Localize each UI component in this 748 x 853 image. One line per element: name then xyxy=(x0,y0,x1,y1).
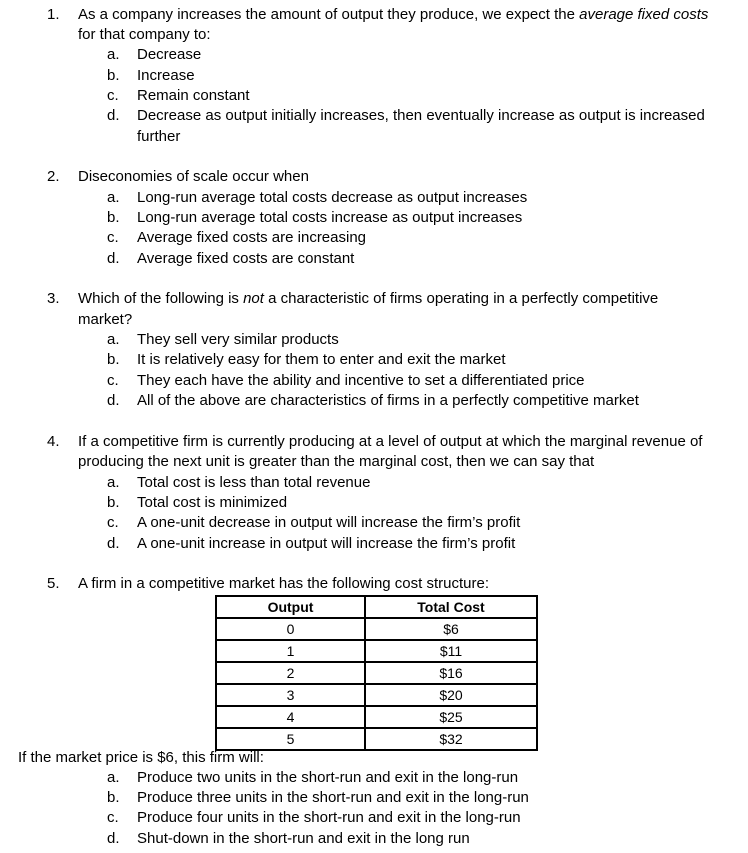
question-number: 1. xyxy=(47,6,60,23)
total-cost-cell: $32 xyxy=(365,728,537,750)
table-row xyxy=(216,684,537,706)
option-letter: a. xyxy=(107,189,120,206)
option-letter: d. xyxy=(107,250,120,267)
table-row xyxy=(216,706,537,728)
option-text: A one-unit decrease in output will increase the firm’s profit xyxy=(137,514,521,531)
option-text: Long-run average total costs decrease as output increases xyxy=(137,189,528,206)
option-letter: b. xyxy=(107,494,120,511)
total-cost-cell: $11 xyxy=(365,640,537,662)
output-cell: 2 xyxy=(216,662,365,684)
question-stem-line: for that company to: xyxy=(78,26,211,43)
question-number: 2. xyxy=(47,168,60,185)
question-number: 5. xyxy=(47,575,60,592)
output-cell: 4 xyxy=(216,706,365,728)
total-cost-cell: $25 xyxy=(365,706,537,728)
option-letter: a. xyxy=(107,769,120,786)
option-letter: b. xyxy=(107,789,120,806)
output-cell: 5 xyxy=(216,728,365,750)
table-header-row xyxy=(216,596,537,618)
question-stem-line: A firm in a competitive market has the following cost structure: xyxy=(78,575,489,592)
output-cell: 0 xyxy=(216,618,365,640)
option-text-continued: further xyxy=(137,128,181,145)
table-row xyxy=(216,640,537,662)
option-text: They each have the ability and incentive to set a differentiated price xyxy=(137,372,585,389)
option-text: Shut-down in the short-run and exit in the long run xyxy=(137,830,470,847)
option-letter: b. xyxy=(107,67,120,84)
option-letter: d. xyxy=(107,392,120,409)
option-text: All of the above are characteristics of firms in a perfectly competitive market xyxy=(137,392,639,409)
option-text: Decrease xyxy=(137,46,202,63)
option-text: They sell very similar products xyxy=(137,331,339,348)
option-text: Produce two units in the short-run and exit in the long-run xyxy=(137,769,519,786)
option-text: A one-unit increase in output will increase the firm’s profit xyxy=(137,535,516,552)
option-letter: d. xyxy=(107,535,120,552)
question-prompt: If the market price is $6, this firm will: xyxy=(18,749,264,766)
option-letter: c. xyxy=(107,809,119,826)
question-stem-line: Which of the following is not a characteristic of firms operating in a perfectly competitive xyxy=(78,290,659,307)
option-text: Average fixed costs are constant xyxy=(137,250,355,267)
output-cell: 1 xyxy=(216,640,365,662)
option-letter: c. xyxy=(107,87,119,104)
option-text: Long-run average total costs increase as output increases xyxy=(137,209,523,226)
option-letter: a. xyxy=(107,46,120,63)
option-text: Total cost is minimized xyxy=(137,494,288,511)
option-letter: c. xyxy=(107,372,119,389)
option-letter: d. xyxy=(107,107,120,124)
option-text: Total cost is less than total revenue xyxy=(137,474,371,491)
option-letter: b. xyxy=(107,351,120,368)
output-cell: 3 xyxy=(216,684,365,706)
question-stem-line: producing the next unit is greater than the marginal cost, then we can say that xyxy=(78,453,595,470)
option-letter: b. xyxy=(107,209,120,226)
option-letter: a. xyxy=(107,331,120,348)
table-row xyxy=(216,662,537,684)
option-text: Decrease as output initially increases, then eventually increase as output is increased xyxy=(137,107,705,124)
question-stem-line: If a competitive firm is currently producing at a level of output at which the marginal revenue of xyxy=(78,433,703,450)
option-text: Produce three units in the short-run and exit in the long-run xyxy=(137,789,529,806)
option-text: Increase xyxy=(137,67,195,84)
option-text: It is relatively easy for them to enter and exit the market xyxy=(137,351,506,368)
question-stem-line: As a company increases the amount of output they produce, we expect the average fixed costs xyxy=(78,6,709,23)
table-row xyxy=(216,618,537,640)
option-letter: a. xyxy=(107,474,120,491)
question-stem-line: market? xyxy=(78,311,133,328)
cost-table xyxy=(215,595,538,751)
question-stem-line: Diseconomies of scale occur when xyxy=(78,168,309,185)
option-text: Remain constant xyxy=(137,87,250,104)
column-header-output: Output xyxy=(216,596,365,618)
option-text: Average fixed costs are increasing xyxy=(137,229,367,246)
option-text: Produce four units in the short-run and exit in the long-run xyxy=(137,809,521,826)
total-cost-cell: $20 xyxy=(365,684,537,706)
column-header-total-cost: Total Cost xyxy=(365,596,537,618)
question-number: 3. xyxy=(47,290,60,307)
question-number: 4. xyxy=(47,433,60,450)
total-cost-cell: $16 xyxy=(365,662,537,684)
option-letter: c. xyxy=(107,229,119,246)
option-letter: d. xyxy=(107,830,120,847)
total-cost-cell: $6 xyxy=(365,618,537,640)
option-letter: c. xyxy=(107,514,119,531)
table-row xyxy=(216,728,537,750)
